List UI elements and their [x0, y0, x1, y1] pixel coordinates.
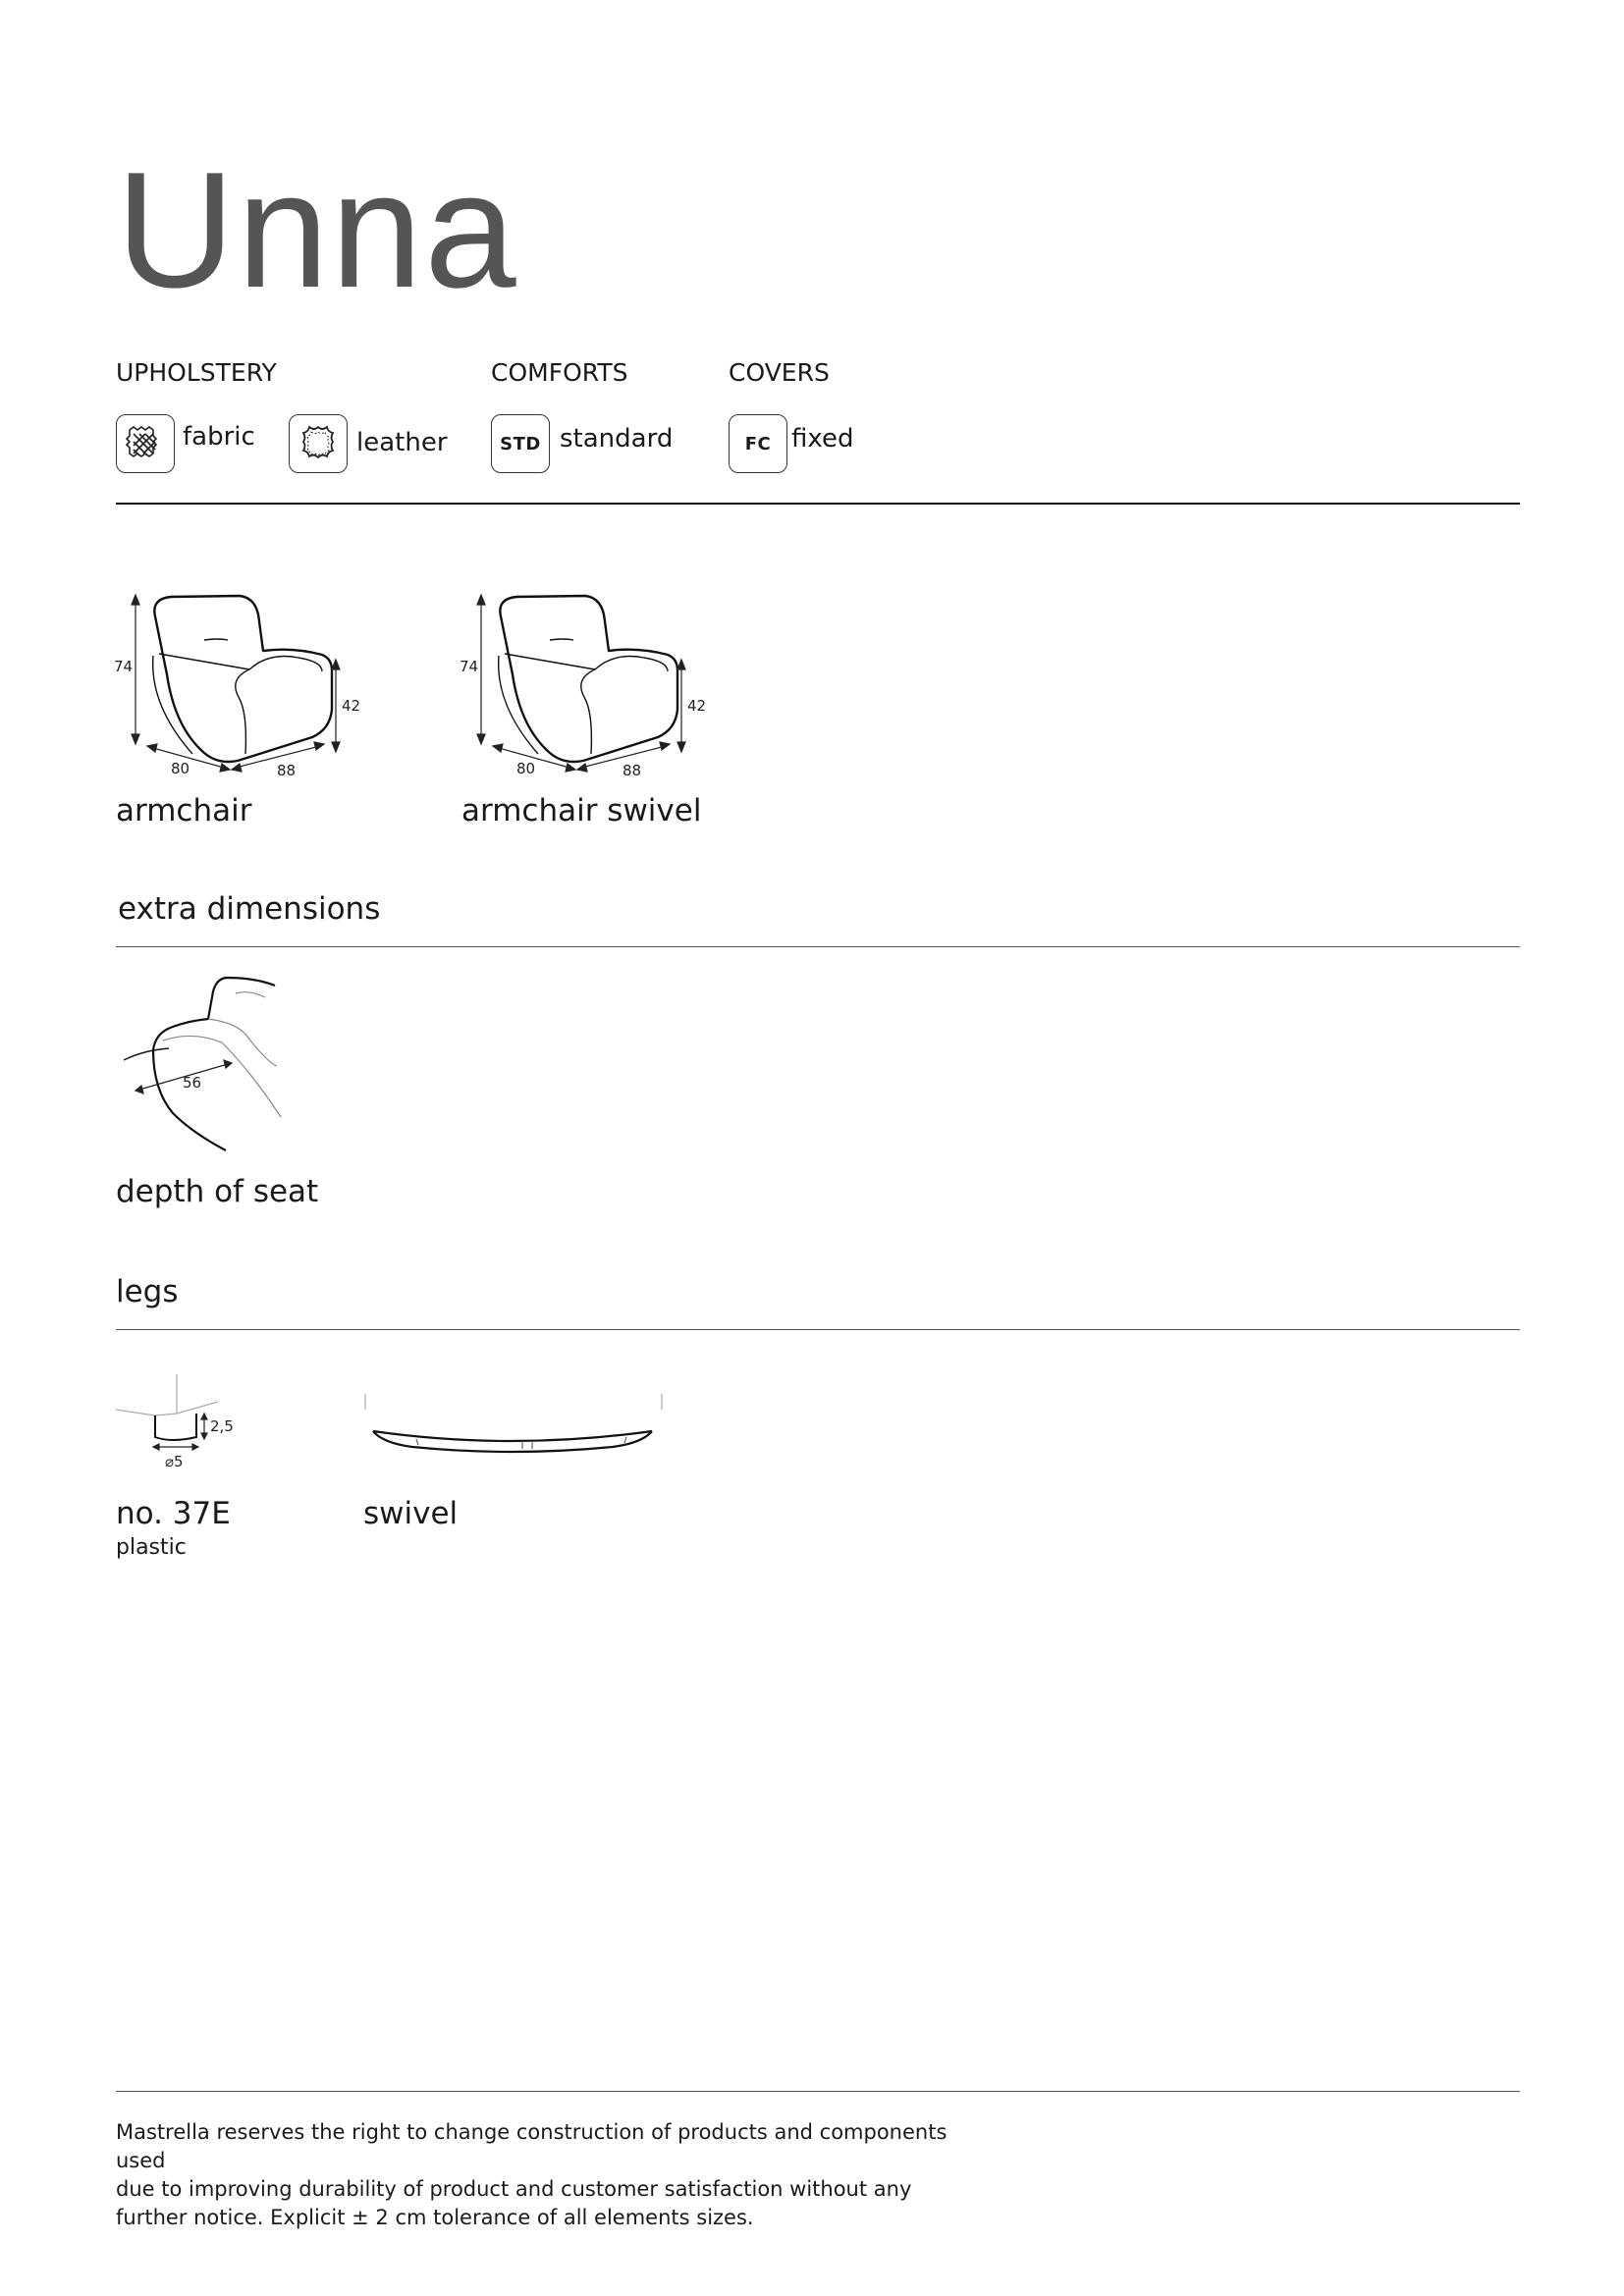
fabric-label: fabric [183, 422, 255, 452]
leather-label: leather [356, 428, 448, 457]
armchair-depth: 88 [277, 762, 297, 779]
disclaimer [116, 2118, 1000, 2232]
fabric-icon [124, 422, 167, 465]
armchair-height: 74 [114, 658, 134, 675]
cover-fixed-option [729, 414, 787, 473]
legs-heading: legs [116, 1274, 179, 1309]
header-divider [116, 503, 1520, 505]
upholstery-heading: UPHOLSTERY [116, 358, 277, 387]
fixed-label: fixed [791, 424, 854, 454]
armchair-swivel-drawing [456, 587, 711, 783]
footer-divider [116, 2091, 1520, 2092]
armchair-drawing [110, 587, 365, 783]
disclaimer-line-2: due to improving durability of product and customer satisfaction without any [116, 2177, 912, 2201]
swivel-depth: 88 [623, 762, 642, 779]
extra-dimensions-divider [116, 946, 1520, 947]
disclaimer-line-1: Mastrella reserves the right to change construction of products and components used [116, 2120, 947, 2172]
swivel-seat-height: 42 [687, 697, 707, 715]
seat-depth-drawing [110, 972, 287, 1168]
armchair-seat-height: 42 [342, 697, 361, 715]
leg-37e-caption: no. 37E [116, 1496, 231, 1531]
armchair-caption: armchair [116, 793, 252, 828]
depth-of-seat-caption: depth of seat [116, 1174, 319, 1209]
swivel-caption: swivel [363, 1496, 459, 1531]
armchair-width: 80 [171, 760, 190, 777]
leg-height: 2,5 [210, 1417, 234, 1435]
standard-label: standard [560, 424, 674, 454]
armchair-swivel-caption: armchair swivel [461, 793, 702, 828]
seat-depth-value: 56 [183, 1074, 202, 1092]
fabric-option [116, 414, 175, 473]
fc-code: FC [744, 433, 772, 454]
comforts-heading: COMFORTS [491, 358, 628, 387]
covers-heading: COVERS [729, 358, 830, 387]
leather-icon [296, 421, 341, 466]
product-title: Unna [116, 137, 518, 322]
leather-option [289, 414, 348, 473]
legs-divider [116, 1329, 1520, 1330]
swivel-width: 80 [516, 760, 536, 777]
disclaimer-line-3: further notice. Explicit ± 2 cm tolerance of all elements sizes. [116, 2206, 754, 2229]
swivel-base-drawing [355, 1390, 670, 1459]
leg-37e-material: plastic [116, 1535, 187, 1560]
std-code: STD [500, 433, 541, 454]
leg-37e-drawing [110, 1370, 247, 1478]
extra-dimensions-heading: extra dimensions [118, 891, 381, 927]
swivel-height: 74 [460, 658, 479, 675]
leg-diameter: ⌀5 [165, 1453, 184, 1470]
comfort-standard-option [491, 414, 550, 473]
